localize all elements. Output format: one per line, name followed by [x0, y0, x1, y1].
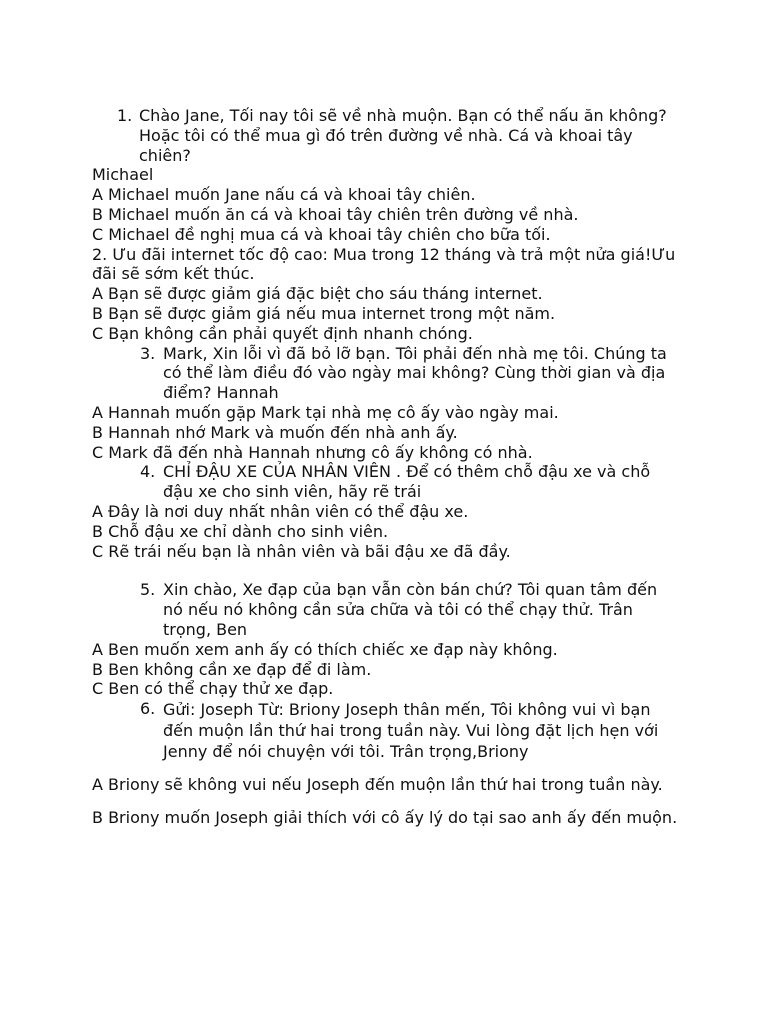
option-a: A Đây là nơi duy nhất nhân viên có thể đậu xe.	[92, 501, 469, 521]
option-b: B Michael muốn ăn cá và khoai tây chiên trên đường về nhà.	[92, 204, 579, 224]
option-c: C Michael đề nghị mua cá và khoai tây chiên cho bữa tối.	[92, 224, 551, 244]
question-text: Xin chào, Xe đạp của bạn vẫn còn bán chứ? Tôi quan tâm đến nó nếu nó không cần sửa chữa và tôi có thể chạy thử. Trân trọng, Ben	[163, 580, 658, 639]
blank-line	[92, 561, 682, 580]
question-text: Ưu đãi internet tốc độ cao: Mua trong 12 tháng và trả một nửa giá!Ưu đãi sẽ sớm kết thúc.	[92, 244, 676, 284]
question-number: 1.	[117, 106, 133, 125]
option-c: C Mark đã đến nhà Hannah nhưng cô ấy không có nhà.	[92, 442, 533, 462]
question-text: Mark, Xin lỗi vì đã bỏ lỡ bạn. Tôi phải đến nhà mẹ tôi. Chúng ta có thể làm điều đó vào ngày mai không? Cùng thời gian và địa điểm? Hannah	[163, 343, 667, 403]
question-2	[92, 245, 682, 285]
document-page	[92, 106, 682, 828]
question-text: Chào Jane, Tối nay tôi sẽ về nhà muộn. Bạn có thể nấu ăn không? Hoặc tôi có thể mua gì đó trên đường về nhà. Cá và khoai tây chiên?	[139, 106, 667, 165]
option-a: A Bạn sẽ được giảm giá đặc biệt cho sáu tháng internet.	[92, 284, 543, 304]
option-a: A Hannah muốn gặp Mark tại nhà mẹ cô ấy vào ngày mai.	[92, 402, 559, 422]
question-text: CHỈ ĐẬU XE CỦA NHÂN VIÊN . Để có thêm chỗ đậu xe và chỗ đậu xe cho sinh viên, hãy rẽ trái	[163, 462, 651, 502]
question-number: 6.	[140, 699, 156, 719]
question-number: 2.	[92, 244, 108, 264]
question-5	[92, 580, 682, 639]
question-number: 3.	[140, 343, 156, 363]
option-b: B Hannah nhớ Mark và muốn đến nhà anh ấy.	[92, 422, 458, 442]
question-1	[92, 106, 682, 165]
option-c: C Rẽ trái nếu bạn là nhân viên và bãi đậu xe đã đầy.	[92, 541, 511, 561]
question-6	[92, 699, 682, 762]
question-number: 5.	[140, 580, 156, 600]
question-3	[92, 344, 682, 403]
question-number: 4.	[140, 462, 156, 482]
option-b: B Bạn sẽ được giảm giá nếu mua internet trong một năm.	[92, 303, 556, 323]
paragraph-gap	[92, 795, 682, 807]
question-4	[92, 462, 682, 502]
option-b: B Ben không cần xe đạp để đi làm.	[92, 659, 372, 679]
question-text: Gửi: Joseph Từ: Briony Joseph thân mến, Tôi không vui vì bạn đến muộn lần thứ hai trong tuần này. Vui lòng đặt lịch hẹn với Jenny để nói chuyện với tôi. Trân trọng,Briony	[163, 700, 659, 762]
option-a: A Ben muốn xem anh ấy có thích chiếc xe đạp này không.	[92, 639, 558, 659]
option-b: B Briony muốn Joseph giải thích với cô ấy lý do tại sao anh ấy đến muộn.	[92, 808, 678, 828]
option-b: B Chỗ đậu xe chỉ dành cho sinh viên.	[92, 521, 389, 541]
paragraph-gap	[92, 762, 682, 774]
signature: Michael	[92, 165, 154, 185]
option-a: A Michael muốn Jane nấu cá và khoai tây chiên.	[92, 185, 476, 205]
option-c: C Ben có thể chạy thử xe đạp.	[92, 679, 334, 699]
option-a: A Briony sẽ không vui nếu Joseph đến muộn lần thứ hai trong tuần này.	[92, 775, 663, 795]
option-c: C Bạn không cần phải quyết định nhanh chóng.	[92, 323, 473, 343]
